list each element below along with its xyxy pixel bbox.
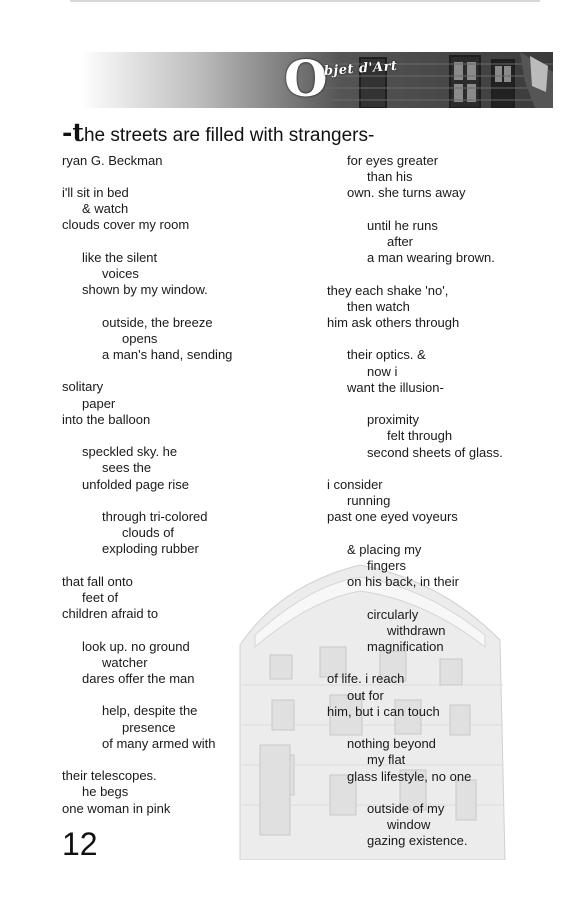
poem-line: their optics. &	[347, 347, 426, 363]
poem-line: want the illusion-	[347, 379, 444, 395]
poem-line: a man's hand, sending	[102, 347, 233, 362]
poem-line: running	[347, 493, 391, 509]
poem-line: look up. no ground	[82, 638, 190, 654]
poem-line: sees the	[102, 460, 152, 476]
page-number: 12	[62, 826, 98, 862]
poem-line: through tri-colored	[102, 509, 208, 524]
poem-line: until he runs	[367, 217, 438, 233]
poem-line: than his	[367, 169, 413, 185]
poem-line: him, but i can touch	[327, 703, 440, 719]
author-name: ryan G. Beckman	[62, 153, 163, 168]
poem-line: i consider	[327, 477, 383, 492]
poem-line: magnification	[367, 639, 444, 654]
poem-line: watcher	[102, 654, 148, 670]
poem-line: glass lifestyle, no one	[347, 768, 472, 784]
poem-line: proximity	[367, 412, 420, 428]
poem-line: my flat	[367, 752, 406, 768]
banner-initial-letter: O	[284, 49, 328, 108]
poem-line: exploding rubber	[102, 541, 199, 557]
poem-line: a man wearing brown.	[367, 250, 495, 266]
poem-line: outside of my	[367, 801, 445, 816]
poem-line: now i	[367, 363, 398, 379]
poem-line: past one eyed voyeurs	[327, 509, 458, 525]
poem-line: & placing my	[347, 541, 422, 557]
poem-line: paper	[82, 395, 116, 411]
poem-line: then watch	[347, 298, 410, 314]
top-rule	[70, 0, 540, 2]
poem-line: voices	[102, 266, 139, 281]
title-text: he streets are filled with strangers-	[83, 125, 375, 146]
poem-line: & watch	[82, 201, 129, 217]
poem-line: presence	[122, 719, 176, 735]
poem-line: feet of	[82, 590, 119, 605]
poem-line: speckled sky. he	[82, 444, 178, 460]
poem-line: they each shake 'no',	[327, 282, 449, 298]
poem-line: felt through	[387, 428, 453, 444]
banner-title-text: bjet d'Art	[323, 58, 398, 79]
poem-title	[62, 118, 374, 147]
poem-line: help, despite the	[102, 703, 198, 719]
poem-line: circularly	[367, 606, 419, 622]
poem-line: that fall onto	[62, 573, 133, 589]
poem-line: their telescopes.	[62, 768, 157, 784]
poem-line: unfolded page rise	[82, 476, 189, 492]
poem-line: window	[387, 817, 431, 833]
poem-line: shown by my window.	[82, 282, 208, 298]
poem-line: outside, the breeze	[102, 314, 213, 330]
poem-line: him ask others through	[327, 315, 460, 330]
poem-line: opens	[122, 330, 158, 346]
poem-line: like the silent	[82, 249, 158, 265]
poem-line: after	[387, 234, 414, 249]
poem-line: gazing existence.	[367, 833, 468, 849]
poem-line: second sheets of glass.	[367, 444, 503, 460]
poem-line: of many armed with	[102, 735, 216, 751]
poem-line: he begs	[82, 784, 129, 800]
poem-line: nothing beyond	[347, 736, 436, 752]
poem-line: of life. i reach	[327, 671, 405, 687]
poem-line: solitary	[62, 379, 104, 395]
poem-line: clouds cover my room	[62, 217, 190, 233]
poem-line: on his back, in their	[347, 574, 460, 590]
poem-line: withdrawn	[387, 622, 446, 638]
poem-line: fingers	[367, 558, 407, 573]
poem-line: dares offer the man	[82, 671, 195, 686]
poem-line: one woman in pink	[62, 800, 171, 816]
title-mark: -t	[62, 118, 84, 147]
poem-line: into the balloon	[62, 411, 151, 427]
poem-line: out for	[347, 687, 384, 703]
poem-line: for eyes greater	[347, 153, 439, 168]
poem-line: own. she turns away	[347, 185, 466, 201]
poem-line: children afraid to	[62, 606, 159, 622]
poem-line: i'll sit in bed	[62, 185, 129, 200]
poem-line: clouds of	[122, 525, 175, 541]
